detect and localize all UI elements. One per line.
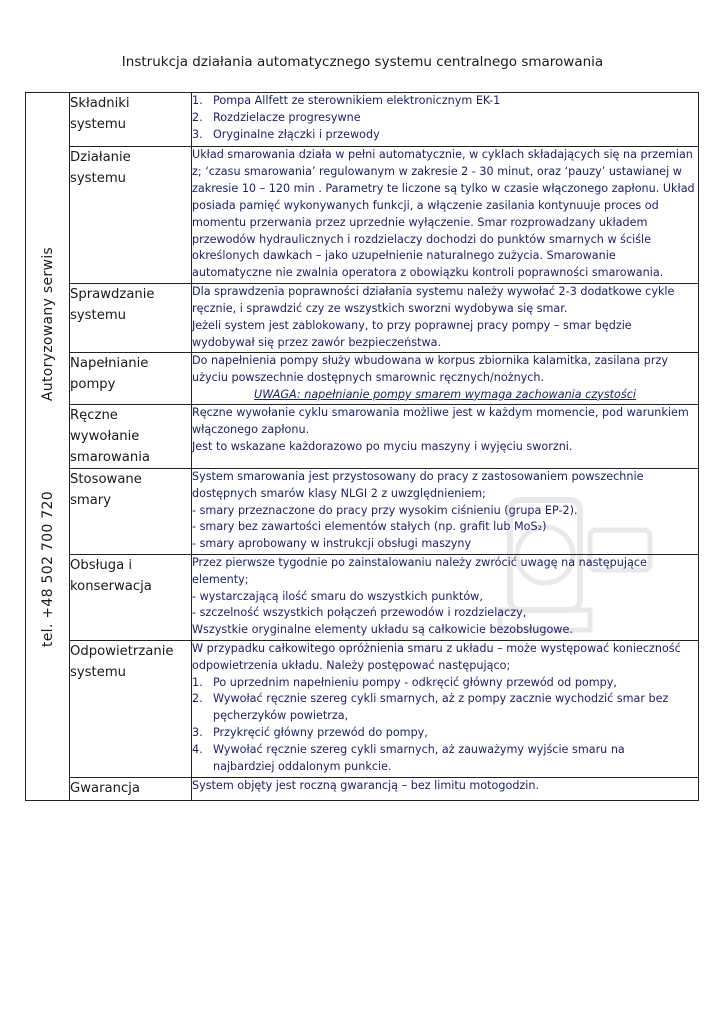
content-text: Pompa Allfett ze sterownikiem elektronicznym EK-1	[213, 94, 501, 107]
row-label-line: Ręczne	[70, 407, 118, 423]
content-line	[192, 555, 698, 572]
page-title: Instrukcja działania automatycznego systemu centralnego smarowania	[121, 54, 604, 70]
content-line	[192, 708, 698, 725]
content-text: automatyczne nie zwalnia operatora z obowiązku kontroli poprawności smarowania.	[192, 266, 664, 280]
content-line	[192, 742, 698, 759]
row-label-line: Obsługa i	[70, 557, 133, 573]
table-row	[70, 353, 699, 405]
row-content	[192, 93, 699, 147]
content-text: Rozdzielacze progresywne	[213, 110, 361, 124]
phone-number: tel. +48 502 700 720	[39, 490, 56, 647]
content-line	[192, 93, 698, 110]
content-text: Wszystkie oryginalne elementy układu są całkowicie bezobsługowe.	[192, 623, 573, 637]
content-line	[192, 387, 698, 404]
list-number: 1.	[192, 675, 203, 689]
row-label-line: Działanie	[70, 150, 131, 165]
content-line	[192, 725, 698, 742]
row-content	[192, 777, 699, 800]
table-row	[70, 147, 699, 284]
content-text: Jest to wskazane każdorazowo po myciu maszyny i wyjęciu sworzni.	[192, 439, 573, 453]
row-label	[70, 404, 192, 468]
row-label-line: konserwacja	[70, 578, 152, 594]
table-row	[70, 284, 699, 353]
content-text: pęcherzyków powietrza,	[213, 709, 349, 723]
service-label: Autoryzowany serwis	[39, 246, 56, 401]
content-text: odpowietrzenia układu. Należy postępować następująco;	[192, 658, 511, 672]
content-text: Wywołać ręcznie szereg cykli smarnych, aż zauważymy wyjście smaru na	[213, 743, 625, 757]
list-number: 1.	[192, 94, 203, 107]
content-line	[192, 318, 698, 335]
content-line	[192, 232, 698, 249]
row-label-line: Stosowane	[70, 471, 142, 487]
content-line	[192, 503, 698, 520]
table-row	[70, 554, 699, 640]
table-row	[70, 640, 699, 777]
content-line	[192, 215, 698, 232]
content-line	[192, 147, 698, 164]
row-label-line: systemu	[70, 171, 127, 186]
content-text: - smary aprobowany w instrukcji obsługi maszyny	[192, 537, 472, 551]
row-label	[70, 284, 192, 353]
content-line	[192, 248, 698, 265]
row-label	[70, 554, 192, 640]
row-label-line: systemu	[70, 117, 127, 132]
content-line	[192, 353, 698, 370]
content-text: Ręczne wywołanie cyklu smarowania możliwe jest w każdym momencie, pod warunkiem	[192, 405, 689, 419]
table-row	[70, 404, 699, 468]
row-label	[70, 640, 192, 777]
content-text: dostępnych smarów klasy NLGI 2 z uwzględnieniem;	[192, 486, 486, 500]
row-label-line: wywołanie	[70, 428, 140, 444]
row-label-line: systemu	[70, 308, 127, 323]
content-line	[192, 335, 698, 352]
content-text: Układ smarowania działa w pełni automatycznie, w cyklach składających się na przemian	[192, 148, 693, 161]
content-line	[192, 622, 698, 639]
content-line	[192, 536, 698, 553]
row-label-line: systemu	[70, 664, 127, 680]
row-label-line: smarowania	[70, 449, 150, 465]
content-text: Oryginalne złączki i przewody	[213, 127, 380, 141]
content-text: UWAGA: napełnianie pompy smarem wymaga zachowania czystości	[254, 387, 636, 401]
content-text: - wystarczającą ilość smaru do wszystkich punktów,	[192, 589, 483, 603]
row-label-line: pompy	[70, 377, 116, 392]
row-content	[192, 554, 699, 640]
content-line	[192, 691, 698, 708]
list-number: 2.	[192, 692, 203, 706]
list-number: 4.	[192, 743, 203, 757]
row-label-line: Odpowietrzanie	[70, 643, 174, 659]
row-label-line: Sprawdzanie	[70, 287, 155, 302]
content-text: Dla sprawdzenia poprawności działania systemu należy wywołać 2-3 dodatkowe cykle	[192, 285, 675, 298]
content-line	[192, 778, 698, 795]
row-content	[192, 404, 699, 468]
content-line	[192, 164, 698, 181]
content-text: System smarowania jest przystosowany do pracy z zastosowaniem powszechnie	[192, 469, 644, 483]
row-content	[192, 284, 699, 353]
content-line	[192, 759, 698, 776]
content-line	[192, 405, 698, 422]
content-line	[192, 439, 698, 456]
content-line	[192, 486, 698, 503]
content-line	[192, 589, 698, 606]
content-text: - szczelność wszystkich połączeń przewodów i rozdzielaczy,	[192, 606, 527, 620]
row-label-line: smary	[70, 492, 112, 508]
content-line	[192, 127, 698, 144]
content-text: wydobywał się przez zawór bezpieczeństwa.	[192, 335, 442, 349]
content-text: System objęty jest roczną gwarancją – bez limitu motogodzin.	[192, 778, 540, 792]
content-text: Przykręcić główny przewód do pompy,	[213, 726, 428, 740]
table-row	[70, 777, 699, 800]
content-text: momentu przerwania przez uprzednie wyłączenie. Smar rozprowadzany układem	[192, 215, 648, 229]
content-line	[192, 605, 698, 622]
row-label-line: Składniki	[70, 96, 130, 111]
content-text: - smary bez zawartości elementów stałych (np. grafit lub MoS₂)	[192, 520, 547, 534]
content-text: użyciu powszechnie dostępnych smarownic ręcznych/nożnych.	[192, 370, 545, 384]
row-label	[70, 353, 192, 405]
content-line	[192, 422, 698, 439]
sidebar-text	[40, 246, 56, 646]
content-text: najbardziej oddalonym punkcie.	[213, 760, 392, 774]
row-label	[70, 777, 192, 800]
content-line	[192, 181, 698, 198]
content-text: ręcznie, i sprawdzić czy ze wszystkich sworzni wydobywa się smar.	[192, 301, 568, 315]
row-content	[192, 640, 699, 777]
content-line	[192, 469, 698, 486]
content-text: zakresie 10 – 120 min . Parametry te liczone są tylko w czasie włączonego zapłonu. Układ	[192, 181, 695, 195]
content-text: włączonego zapłonu.	[192, 422, 310, 436]
content-text: elementy;	[192, 572, 249, 586]
content-line	[192, 110, 698, 127]
row-label-line: Napełnianie	[70, 356, 149, 371]
row-label	[70, 93, 192, 147]
content-text: Jeżeli system jest zablokowany, to przy poprawnej pracy pompy – smar będzie	[192, 318, 632, 332]
list-number: 2.	[192, 110, 203, 124]
row-content	[192, 353, 699, 405]
content-line	[192, 284, 698, 301]
table-row	[70, 468, 699, 554]
content-text: Wywołać ręcznie szereg cykli smarnych, aż z pompy zacznie wychodzić smar bez	[213, 692, 669, 706]
table-row	[70, 93, 699, 147]
row-content	[192, 147, 699, 284]
content-text: przewodów hydraulicznych i rozdzielaczy dochodzi do punktów smarnych w ściśle	[192, 232, 652, 246]
content-text: - smary przeznaczone do pracy przy wysokim ciśnieniu (grupa EP-2).	[192, 503, 578, 517]
content-line	[192, 370, 698, 387]
list-number: 3.	[192, 726, 203, 740]
content-line	[192, 658, 698, 675]
content-line	[192, 641, 698, 658]
content-text: Do napełnienia pompy służy wbudowana w korpus zbiornika kalamitka, zasilana przy	[192, 354, 668, 367]
content-line	[192, 265, 698, 282]
content-line	[192, 675, 698, 692]
content-text: z; ‘czasu smarowania’ regulowanym w zakresie 2 - 30 minut, oraz ‘pauzy’ ustawianej w	[192, 164, 682, 178]
instruction-table	[69, 92, 699, 801]
content-text: posiada pamięć wykonywanych funkcji, a włączenie zasilania kontynuuje proces od	[192, 198, 659, 212]
content-text: Przez pierwsze tygodnie po zainstalowaniu należy zwrócić uwagę na następujące	[192, 555, 647, 569]
sidebar-contact	[25, 92, 69, 801]
row-label	[70, 468, 192, 554]
content-line	[192, 572, 698, 589]
row-content	[192, 468, 699, 554]
content-text: W przypadku całkowitego opróżnienia smaru z układu – może występować konieczność	[192, 641, 681, 655]
content-text: Po uprzednim napełnieniu pompy - odkręcić główny przewód od pompy,	[213, 675, 617, 689]
row-label	[70, 147, 192, 284]
content-line	[192, 198, 698, 215]
list-number: 3.	[192, 127, 203, 141]
content-text: określonych dawkach – jako uzupełnienie naturalnego zużycia. Smarowanie	[192, 249, 616, 263]
row-label-line: Gwarancja	[70, 780, 140, 796]
content-line	[192, 519, 698, 536]
content-line	[192, 301, 698, 318]
